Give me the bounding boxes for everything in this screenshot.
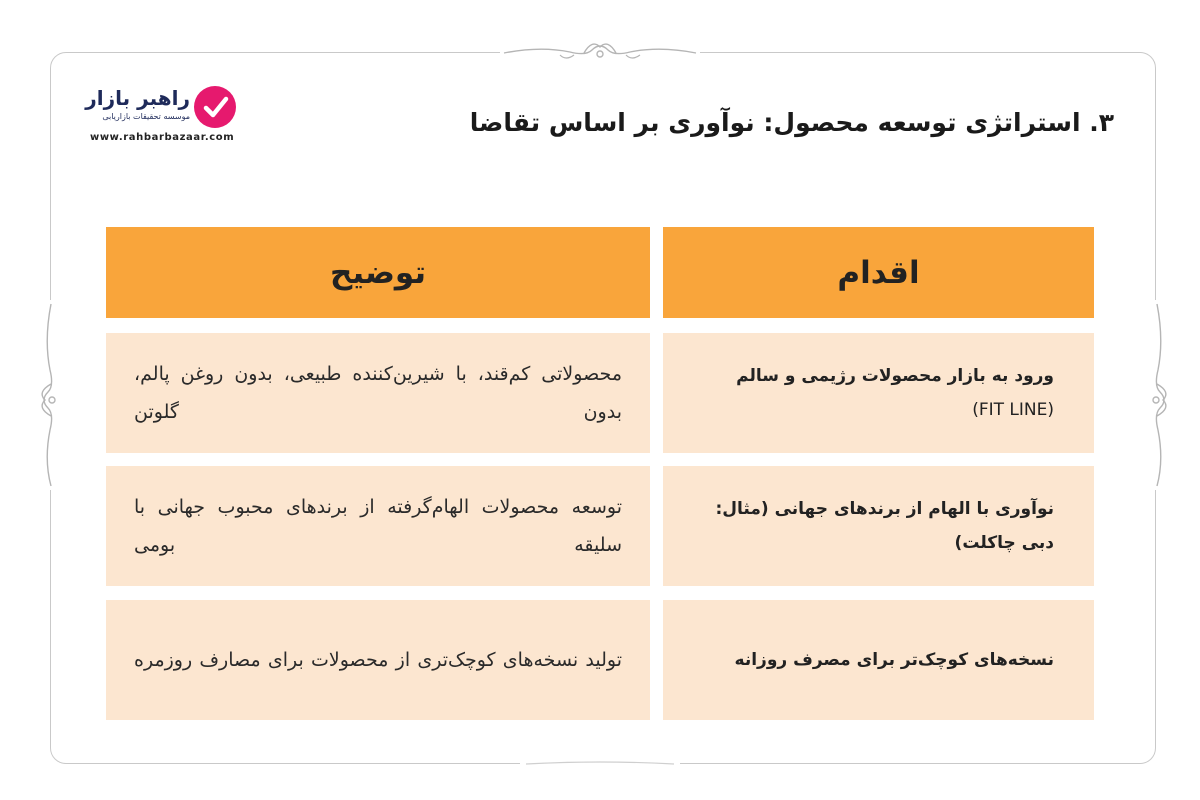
table-row-1-description bbox=[106, 333, 650, 453]
header-description bbox=[106, 227, 650, 318]
top-ornament-icon bbox=[500, 36, 700, 70]
page-title: ۳. استراتژی توسعه محصول: نوآوری بر اساس تقاضا bbox=[469, 108, 1114, 137]
row-1-action-text: ورود به بازار محصولات رژیمی و سالم bbox=[736, 366, 1054, 386]
checkmark-logo-icon bbox=[194, 86, 236, 128]
brand-url: www.rahbarbazaar.com bbox=[90, 132, 235, 143]
row-2-description-text: توسعه محصولات الهام‌گرفته از برندهای محبوب جهانی با سلیقه بومی bbox=[134, 496, 622, 556]
row-2-action-text: نوآوری با الهام از برندهای جهانی (مثال: دبی چاکلت) bbox=[715, 499, 1054, 553]
table-row-2-action bbox=[663, 466, 1094, 586]
header-action-label: اقدام bbox=[837, 254, 920, 291]
header-action bbox=[663, 227, 1094, 318]
row-3-description-text: تولید نسخه‌های کوچک‌تری از محصولات برای مصارف روزمره bbox=[134, 649, 622, 671]
bottom-ornament-icon bbox=[520, 758, 680, 772]
brand-logo bbox=[85, 84, 248, 148]
row-1-description-text: محصولاتی کم‌قند، با شیرین‌کننده طبیعی، بدون روغن پالم، بدون گلوتن bbox=[134, 363, 622, 423]
left-ornament-icon bbox=[34, 300, 68, 490]
brand-name: راهبر بازار bbox=[85, 86, 190, 110]
row-3-action-text: نسخه‌های کوچک‌تر برای مصرف روزانه bbox=[734, 650, 1054, 670]
brand-subtitle: موسسه تحقیقات بازاریابی bbox=[102, 112, 190, 121]
table-row-3-action bbox=[663, 600, 1094, 720]
row-1-action-subtext: (FIT LINE) bbox=[972, 400, 1054, 420]
table-row-2-description bbox=[106, 466, 650, 586]
header-description-label: توضیح bbox=[329, 254, 427, 291]
table-row-1-action bbox=[663, 333, 1094, 453]
table-row-3-description bbox=[106, 600, 650, 720]
right-ornament-icon bbox=[1140, 300, 1174, 490]
